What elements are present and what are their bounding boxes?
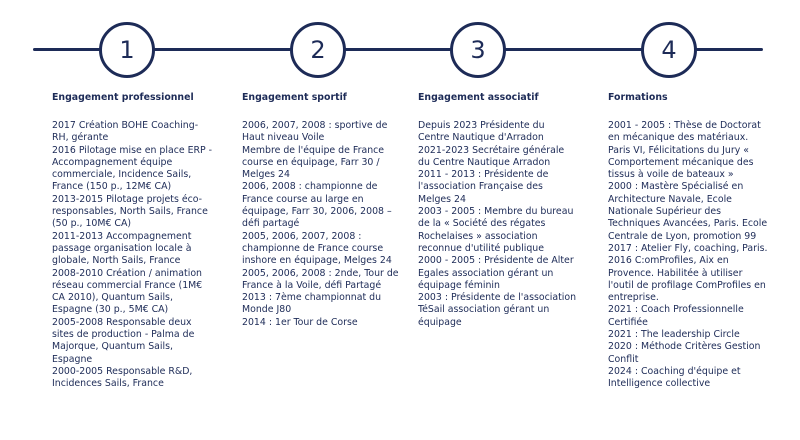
column-entry: 2016 Pilotage mise en place ERP - Accompagnement équipe commerciale, Incidence Sails, France (150 p., 12M€ CA) bbox=[52, 144, 213, 193]
step-circle-3: 3 bbox=[450, 22, 506, 78]
column-entry: 2021 : Coach Professionnelle Certifiée bbox=[608, 304, 744, 328]
column-entry: 2005, 2006, 2008 : 2nde, Tour de France à la Voile, défi Partagé bbox=[242, 267, 399, 291]
column-entry: 2000-2005 Responsable R&D, Incidences Sails, France bbox=[52, 365, 193, 390]
column-entry: 2024 : Coaching d'équipe et Intelligence collective bbox=[608, 365, 741, 390]
step-circle-1: 1 bbox=[99, 22, 155, 78]
column-entry: 2020 : Méthode Critères Gestion Conflit bbox=[608, 341, 761, 365]
column-formations bbox=[608, 92, 768, 391]
column-body bbox=[418, 120, 578, 329]
column-entry: 2016 C:omProfiles, Aix en Provence. Habilitée à utiliser l'outil de profilage ComProfiles en entreprise. bbox=[608, 255, 766, 304]
column-entry: 2014 : 1er Tour de Corse bbox=[242, 316, 358, 328]
column-entry: 2003 - 2005 : Membre du bureau de la « Société des régates Rochelaises » association reconnue d'utilité publique bbox=[418, 206, 574, 254]
column-entry: 2013-2015 Pilotage projets éco-responsables, North Sails, France (50 p., 10M€ CA) bbox=[52, 193, 208, 230]
column-entry: Membre de l'équipe de France course en équipage, Farr 30 / Melges 24 bbox=[242, 144, 385, 181]
column-entry: 2021-2023 Secrétaire générale du Centre Nautique Arradon bbox=[418, 144, 565, 168]
column-entry: 2017 Création BOHE Coaching-RH, gérante bbox=[52, 120, 199, 144]
column-body bbox=[242, 120, 402, 329]
column-title: Engagement associatif bbox=[418, 92, 539, 103]
column-engagement-sportif bbox=[242, 92, 402, 329]
column-entry: 2011 - 2013 : Présidente de l'association Française des Melges 24 bbox=[418, 169, 549, 205]
column-entry: 2000 - 2005 : Présidente de Alter Egales association gérant un équipage féminin bbox=[418, 255, 574, 291]
column-entry: 2000 : Mastère Spécialisé en Architecture Navale, Ecole Nationale Supérieur des Techniques Avancées, Paris. Ecole Centrale de Lyon, promotion 99 bbox=[608, 181, 768, 242]
column-engagement-professionnel bbox=[52, 92, 214, 391]
column-entry: 2003 : Présidente de l'association TéSail association gérant un équipage bbox=[418, 292, 577, 328]
column-entry: 2006, 2008 : championne de France course au large en équipage, Farr 30, 2006, 2008 – défi partagé bbox=[242, 181, 392, 230]
column-title: Engagement sportif bbox=[242, 92, 347, 103]
column-entry: 2021 : The leadership Circle bbox=[608, 329, 740, 341]
step-circle-2: 2 bbox=[290, 22, 346, 78]
column-entry: 2005, 2006, 2007, 2008 : championne de France course inshore en équipage, Melges 24 bbox=[242, 230, 392, 267]
column-entry: 2005-2008 Responsable deux sites de production - Palma de Majorque, Quantum Sails, Espagne bbox=[52, 316, 195, 365]
column-engagement-associatif bbox=[418, 92, 578, 329]
column-entry: 2013 : 7ème championnat du Monde J80 bbox=[242, 292, 382, 316]
column-body bbox=[52, 120, 214, 391]
column-body bbox=[608, 120, 768, 391]
column-entry: Depuis 2023 Présidente du Centre Nautique d'Arradon bbox=[418, 120, 545, 144]
column-entry: 2001 - 2005 : Thèse de Doctorat en mécanique des matériaux. Paris VI, Félicitations du Jury « Comportement mécanique des tissus à voile de bateaux » bbox=[608, 120, 761, 181]
column-title: Engagement professionnel bbox=[52, 92, 194, 103]
column-title: Formations bbox=[608, 92, 668, 103]
column-entry: 2008-2010 Création / animation réseau commercial France (1M€ CA 2010), Quantum Sails, Espagne (30 p., 5M€ CA) bbox=[52, 267, 203, 316]
column-entry: 2017 : Atelier Fly, coaching, Paris. bbox=[608, 242, 768, 254]
column-entry: 2011-2013 Accompagnement passage organisation locale à globale, North Sails, France bbox=[52, 230, 192, 267]
column-entry: 2006, 2007, 2008 : sportive de Haut niveau Voile bbox=[242, 120, 388, 144]
step-circle-4: 4 bbox=[641, 22, 697, 78]
